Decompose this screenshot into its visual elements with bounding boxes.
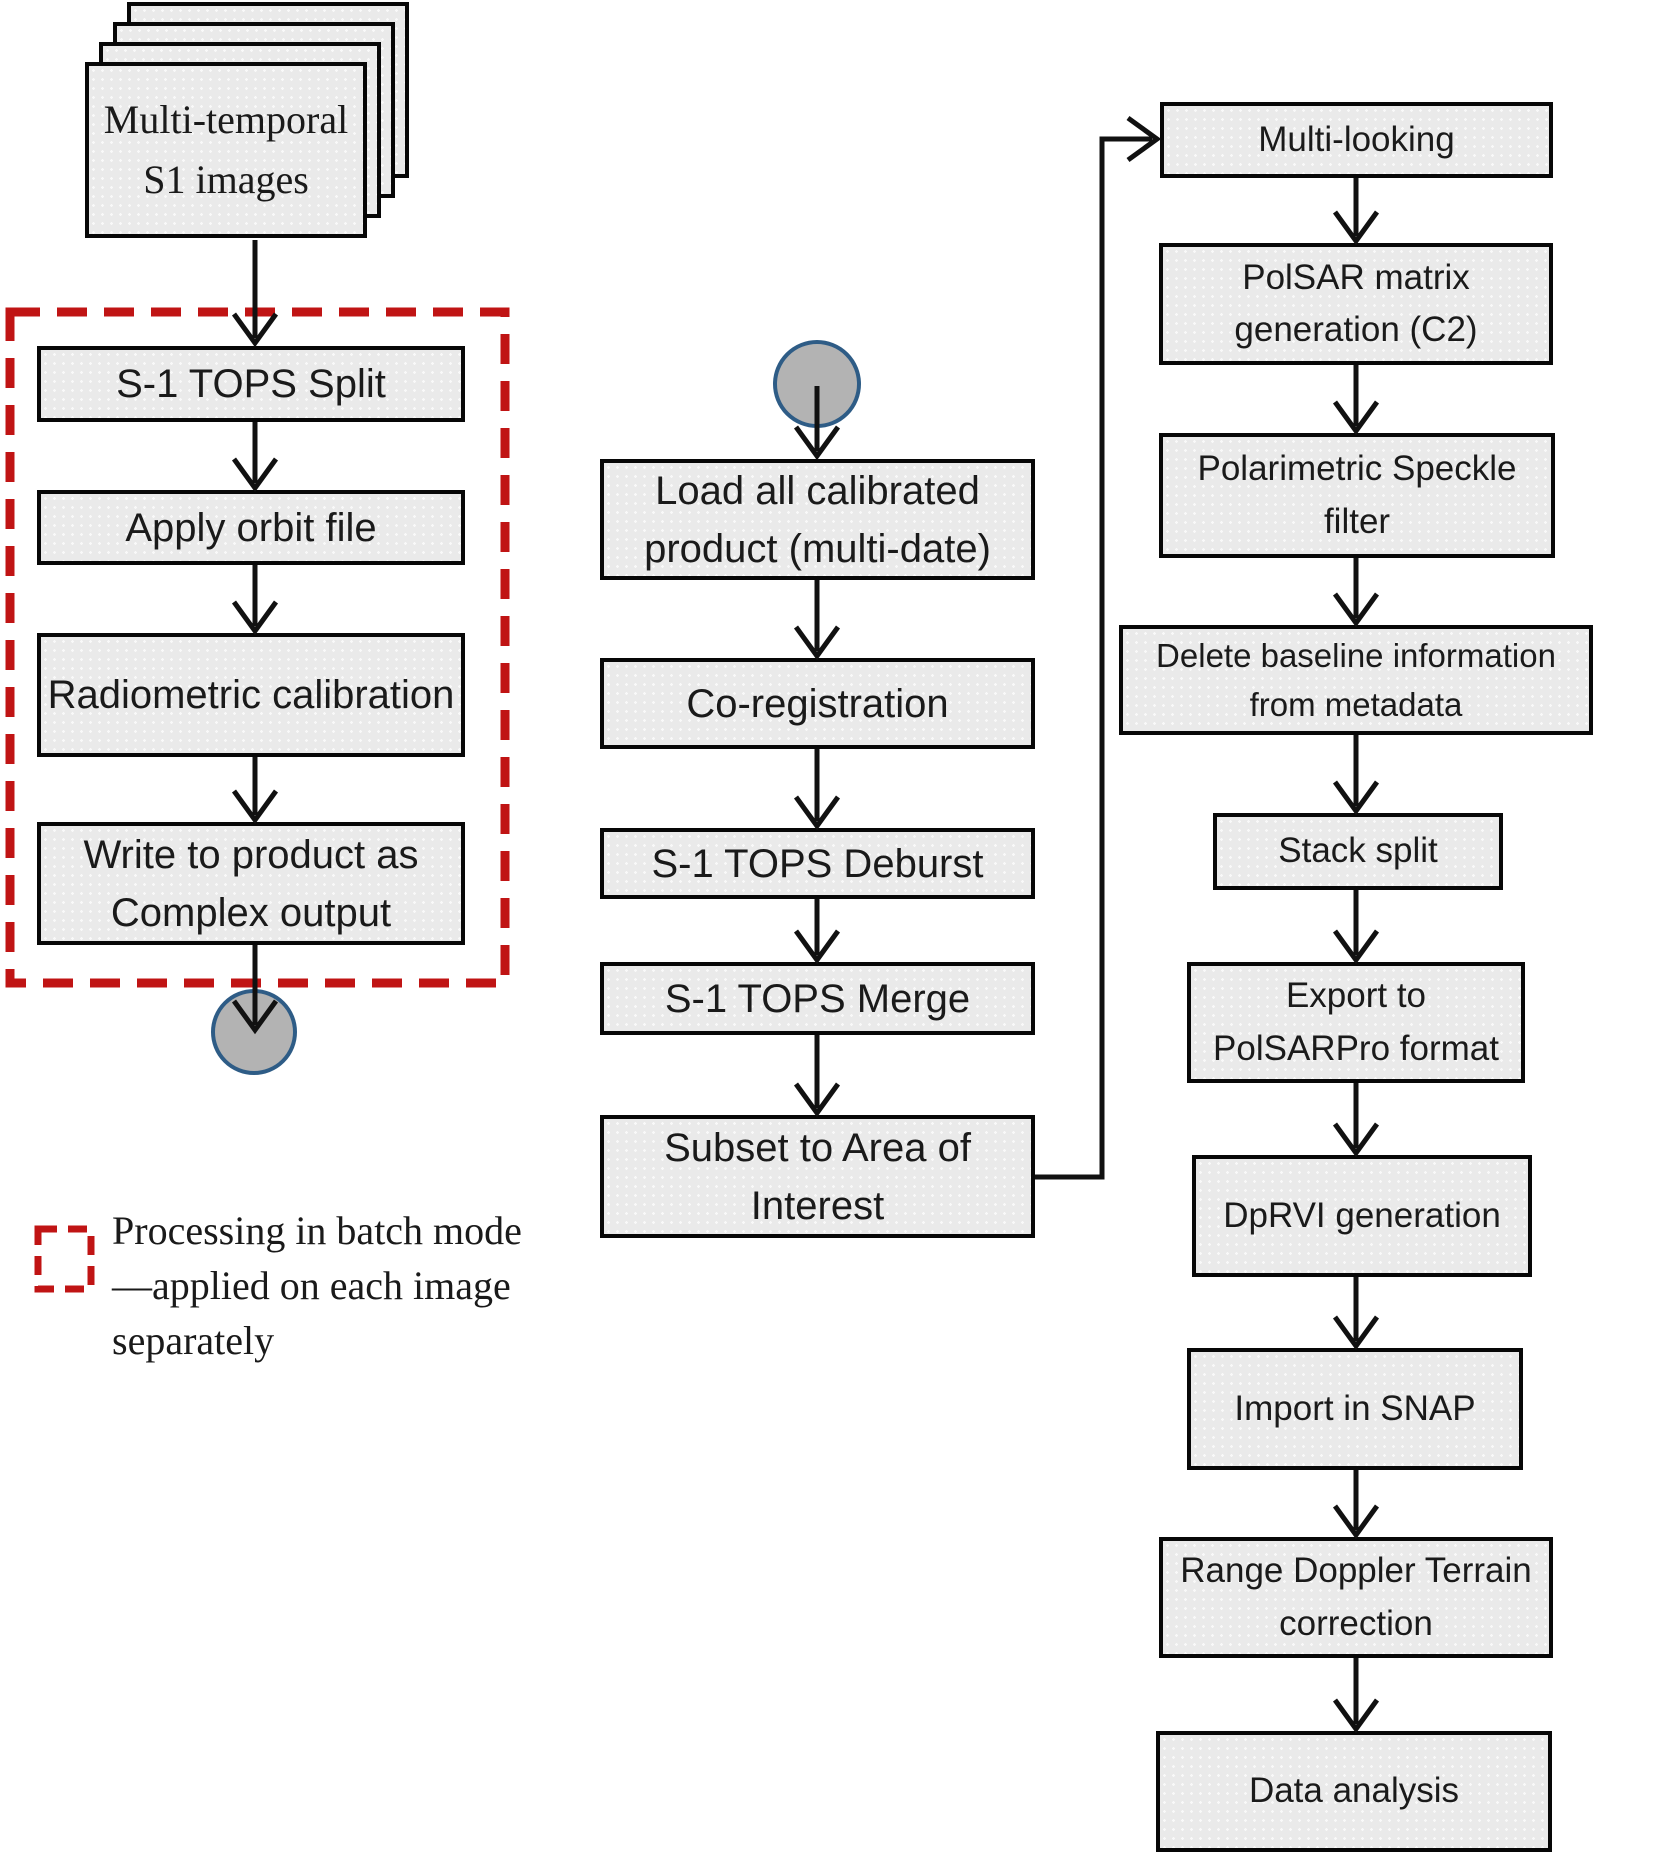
batch-mode-legend-caption: Processing in batch mode—applied on each image separately	[112, 1208, 522, 1364]
node-stack-split	[1213, 813, 1503, 890]
batch-mode-legend-swatch-icon	[38, 1229, 91, 1289]
node-label: S-1 TOPS Split	[116, 362, 386, 406]
node-s1-tops-merge	[600, 962, 1035, 1035]
node-polsar-matrix-generation	[1159, 243, 1553, 365]
node-label: S-1 TOPS Deburst	[651, 841, 984, 886]
node-label: Co-registration	[686, 681, 949, 726]
arrow-orbit-to-radiometric	[234, 565, 276, 631]
node-label: Export to PolSARPro format	[1213, 976, 1499, 1068]
node-label: Subset to Area of Interest	[664, 1125, 971, 1228]
node-label: Range Doppler Terrain correction	[1180, 1551, 1532, 1643]
node-dprvi-generation	[1192, 1155, 1532, 1277]
node-label: Delete baseline information from metadata	[1156, 636, 1556, 723]
arrow-coregistration-to-deburst	[796, 749, 838, 826]
arrow-radiometric-to-write	[234, 757, 276, 820]
node-export-to-polsarpro-format	[1187, 962, 1525, 1083]
node-label: Load all calibrated product (multi-date)	[644, 468, 991, 571]
node-label: DpRVI generation	[1223, 1195, 1501, 1235]
node-apply-orbit-file	[37, 490, 465, 565]
node-multi-temporal-s1-images	[85, 62, 367, 238]
node-label: Stack split	[1278, 831, 1438, 871]
arrow-polsar-to-specklefilter	[1335, 365, 1377, 431]
arrow-stacksplit-to-export	[1335, 890, 1377, 960]
node-data-analysis	[1156, 1731, 1552, 1852]
arrow-import-to-rangedoppler	[1335, 1470, 1377, 1535]
arrow-load-to-coregistration	[796, 580, 838, 656]
node-s1-tops-split	[37, 346, 465, 422]
node-range-doppler-terrain-correction	[1159, 1537, 1553, 1658]
node-label: Multi-looking	[1258, 119, 1455, 159]
arrow-merge-to-subset	[796, 1035, 838, 1113]
arrow-circle-to-load	[796, 386, 838, 456]
off-page-connector-circle-left	[213, 991, 295, 1073]
off-page-connector-circle-middle	[775, 342, 859, 426]
node-delete-baseline-information	[1119, 625, 1593, 735]
node-load-all-calibrated-product	[600, 459, 1035, 580]
arrow-export-to-dprvi	[1335, 1083, 1377, 1153]
node-label: Write to product as Complex output	[83, 832, 419, 935]
arrow-deburst-to-merge	[796, 899, 838, 960]
node-radiometric-calibration	[37, 633, 465, 757]
node-subset-to-area-of-interest	[600, 1115, 1035, 1238]
arrow-multilooking-to-polsar	[1335, 178, 1377, 241]
node-label: Apply orbit file	[125, 505, 377, 550]
arrow-split-to-orbit	[234, 422, 276, 488]
node-label: Import in SNAP	[1234, 1388, 1476, 1428]
arrow-dprvi-to-import	[1335, 1277, 1377, 1346]
arrow-write-to-connector-circle	[234, 945, 276, 1030]
arrow-deletebaseline-to-stacksplit	[1335, 735, 1377, 811]
node-label: Radiometric calibration	[47, 673, 455, 717]
node-multi-looking	[1160, 102, 1553, 178]
arrow-stack-to-split	[234, 240, 276, 343]
node-label: PolSAR matrix generation (C2)	[1234, 257, 1478, 349]
node-label: Data analysis	[1248, 1771, 1460, 1811]
arrow-rangedoppler-to-dataanalysis	[1335, 1658, 1377, 1729]
node-label: S-1 TOPS Merge	[664, 976, 971, 1021]
node-write-to-product-complex-output	[37, 822, 465, 945]
node-label: Polarimetric Speckle filter	[1197, 449, 1517, 541]
arrow-specklefilter-to-deletebaseline	[1335, 558, 1377, 623]
node-s1-tops-deburst	[600, 828, 1035, 899]
node-label: Multi-temporal S1 images	[103, 97, 349, 202]
node-import-in-snap	[1187, 1348, 1523, 1470]
node-co-registration	[600, 658, 1035, 749]
node-polarimetric-speckle-filter	[1159, 433, 1555, 558]
